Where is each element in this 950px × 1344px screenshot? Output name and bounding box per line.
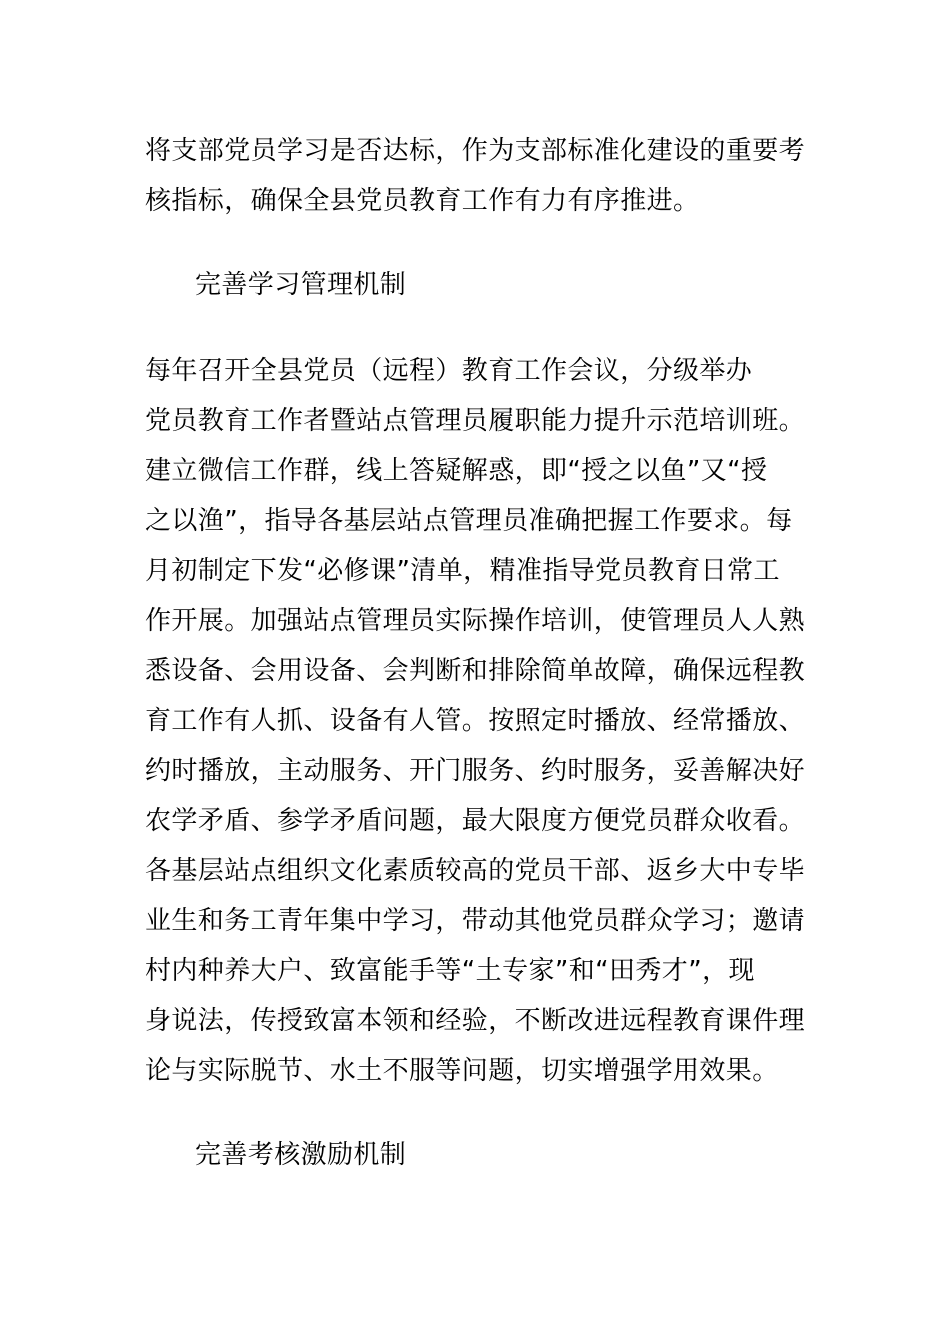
section-heading-study-management: 完善学习管理机制 <box>195 270 407 300</box>
paragraph-2-line-6: 作开展。加强站点管理员实际操作培训，使管理员人人熟 <box>145 606 806 636</box>
paragraph-2-line-15: 论与实际脱节、水土不服等问题，切实增强学用效果。 <box>145 1056 779 1086</box>
paragraph-2-line-2: 党员教育工作者暨站点管理员履职能力提升示范培训班。 <box>145 406 806 436</box>
section-heading-assessment-incentive: 完善考核激励机制 <box>195 1140 407 1170</box>
paragraph-2-line-8: 育工作有人抓、设备有人管。按照定时播放、经常播放、 <box>145 706 806 736</box>
paragraph-2-line-7: 悉设备、会用设备、会判断和排除简单故障，确保远程教 <box>145 656 806 686</box>
paragraph-2-line-14: 身说法，传授致富本领和经验，不断改进远程教育课件理 <box>145 1006 806 1036</box>
paragraph-2-line-4: 之以渔”，指导各基层站点管理员准确把握工作要求。每 <box>145 506 793 536</box>
paragraph-2-line-13: 村内种养大户、致富能手等“土专家”和“田秀才”，现 <box>145 956 755 986</box>
paragraph-2-line-3: 建立微信工作群，线上答疑解惑，即“授之以鱼”又“授 <box>145 456 768 486</box>
paragraph-1-line-2: 核指标，确保全县党员教育工作有力有序推进。 <box>145 186 700 216</box>
paragraph-2-line-1: 每年召开全县党员（远程）教育工作会议，分级举办 <box>145 356 753 386</box>
paragraph-2-line-12: 业生和务工青年集中学习，带动其他党员群众学习；邀请 <box>145 906 806 936</box>
paragraph-2-line-5: 月初制定下发“必修课”清单，精准指导党员教育日常工 <box>145 556 780 586</box>
paragraph-2-line-11: 各基层站点组织文化素质较高的党员干部、返乡大中专毕 <box>145 856 806 886</box>
paragraph-2-line-10: 农学矛盾、参学矛盾问题，最大限度方便党员群众收看。 <box>145 806 806 836</box>
paragraph-2-line-9: 约时播放，主动服务、开门服务、约时服务，妥善解决好 <box>145 756 806 786</box>
paragraph-1-line-1: 将支部党员学习是否达标，作为支部标准化建设的重要考 <box>145 136 806 166</box>
